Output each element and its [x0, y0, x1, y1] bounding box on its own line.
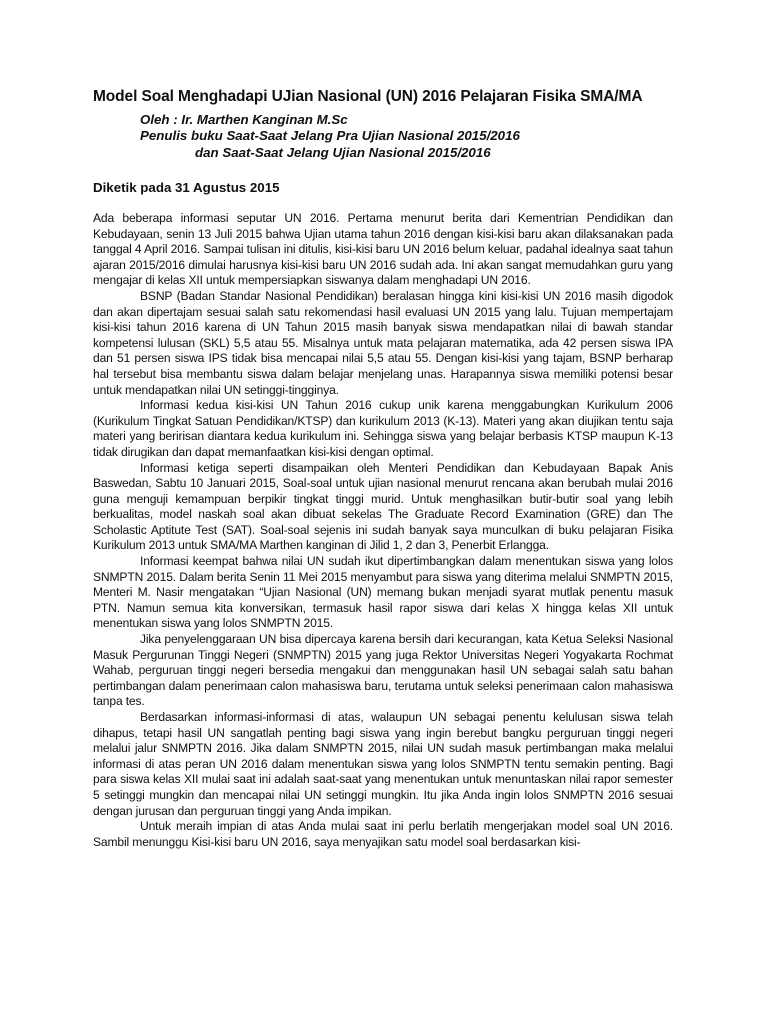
- writer-line-2: dan Saat-Saat Jelang Ujian Nasional 2015/2016: [195, 145, 491, 160]
- paragraph-7: Berdasarkan informasi-informasi di atas, walaupun UN sebagai penentu kelulusan siswa telah dihapus, tetapi hasil UN sangatlah penting bagi siswa yang ingin berebut bangku perguruan tinggi negeri melalui jalur SNMPTN 2016. Jika dalam SNMPTN 2015, nilai UN sudah masuk pertimbangan maka melalui informasi di atas peran UN 2016 dalam menentukan siswa yang lolos SNMPTN tentu semakin penting. Bagi para siswa kelas XII mulai saat ini adalah saat-saat yang menentukan untuk menuntaskan nilai rapor semester 5 setinggi mungkin dan mencapai nilai UN setinggi mungkin. Itu jika Anda ingin lolos SNMPTN 2016 sesuai dengan jurusan dan perguruan tinggi yang Anda impikan.: [93, 710, 673, 818]
- document-body: [93, 211, 673, 850]
- document-title: Model Soal Menghadapi UJian Nasional (UN) 2016 Pelajaran Fisika SMA/MA: [93, 88, 643, 105]
- paragraph-2: BSNP (Badan Standar Nasional Pendidikan) beralasan hingga kini kisi-kisi UN 2016 masih digodok dan akan dipertajam sesuai salah satu rekomendasi hasil evaluasi UN 2015 yang lalu. Tujuan mempertajam kisi-kisi tahun 2016 karena di UN Tahun 2015 masih banyak siswa mendapatkan nilai di bawah standar kompetensi lulusan (SKL) 5,5 atau 55. Misalnya untuk mata pelajaran matematika, ada 42 persen siswa IPA dan 51 persen siswa IPS tidak bisa mencapai nilai 5,5 atau 55. Dengan kisi-kisi yang tajam, BSNP berharap hal tersebut bisa membantu siswa dalam belajar menjelang unas. Harapannya siswa memiliki potensi besar untuk mendapatkan nilai UN setinggi-tingginya.: [93, 288, 673, 397]
- author-line: Oleh : Ir. Marthen Kanginan M.Sc: [140, 112, 348, 127]
- paragraph-4: Informasi ketiga seperti disampaikan oleh Menteri Pendidikan dan Kebudayaan Bapak Anis Baswedan, Sabtu 10 Januari 2015, Soal-soal untuk ujian nasional menurut rencana akan berubah mulai 2016 guna menguji kemampuan berpikir tingkat tinggi murid. Untuk menghasilkan butir-butir soal yang lebih berkualitas, model naskah soal akan dibuat sekelas The Graduate Record Examination (GRE) dan The Scholastic Aptitute Test (SAT). Soal-soal sejenis ini sudah banyak saya munculkan di buku pelajaran Fisika Kurikulum 2013 untuk SMA/MA Marthen kanginan di Jilid 1, 2 dan 3, Penerbit Erlangga.: [93, 460, 673, 553]
- paragraph-8: Untuk meraih impian di atas Anda mulai saat ini perlu berlatih mengerjakan model soal UN 2016. Sambil menunggu Kisi-kisi baru UN 2016, saya menyajikan satu model soal berdasarkan kisi-: [93, 819, 673, 849]
- paragraph-3: Informasi kedua kisi-kisi UN Tahun 2016 cukup unik karena menggabungkan Kurikulum 2006 (Kurikulum Tingkat Satuan Pendidikan/KTSP) dan kurikulum 2013 (K-13). Materi yang akan diujikan tentu saja materi yang beririsan diantara kedua kurikulum ini. Sehingga siswa yang belajar berbasis KTSP maupun K-13 tidak dirugikan dan dapat memanfaatkan kisi-kisi dengan optimal.: [93, 398, 673, 459]
- paragraph-5: Informasi keempat bahwa nilai UN sudah ikut dipertimbangkan dalam menentukan siswa yang lolos SNMPTN 2015. Dalam berita Senin 11 Mei 2015 menyambut para siswa yang diterima melalui SNMPTN 2015, Menteri M. Nasir mengatakan “Ujian Nasional (UN) memang bukan menjadi syarat mutlak penentu masuk PTN. Namun semua kita konversikan, termasuk hasil rapor siswa dari kelas X hingga kelas XII untuk menentukan siswa yang lolos SNMPTN 2015.: [93, 554, 673, 631]
- paragraph-6: Jika penyelenggaraan UN bisa dipercaya karena bersih dari kecurangan, kata Ketua Seleksi Nasional Masuk Pergurunan Tinggi Negeri (SNMPTN) 2015 yang juga Rektor Universitas Negeri Yogyakarta Rochmat Wahab, perguruan tinggi negeri bersedia mengakui dan menggunakan hasil UN sebagai salah satu bahan pertimbangan dalam penerimaan calon mahasiswa baru, terutama untuk seleksi penerimaan calon mahasiswa tanpa tes.: [93, 632, 673, 709]
- paragraph-1: Ada beberapa informasi seputar UN 2016. Pertama menurut berita dari Kementrian Pendidikan dan Kebudayaan, senin 13 Juli 2015 bahwa Ujian utama tahun 2016 dengan kisi-kisi baru akan dilaksanakan pada tanggal 4 April 2016. Sampai tulisan ini ditulis, kisi-kisi baru UN 2016 belum keluar, padahal idealnya saat tahun ajaran 2015/2016 dimulai harusnya kisi-kisi baru UN 2016 sudah ada. Ini akan sangat memudahkan guru yang mengajar di kelas XII untuk mempersiapkan siswanya dalam menghadapi UN 2016.: [93, 211, 673, 288]
- writer-line-1: Penulis buku Saat-Saat Jelang Pra Ujian Nasional 2015/2016: [140, 128, 520, 143]
- date-line: Diketik pada 31 Agustus 2015: [93, 180, 280, 195]
